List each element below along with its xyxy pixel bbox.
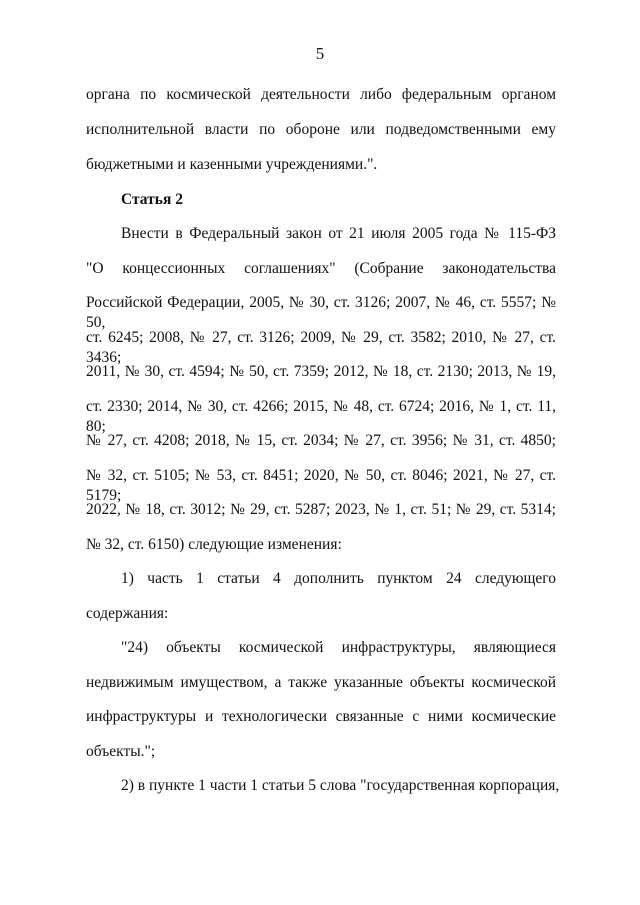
text-line: бюджетными и казенными учреждениями.". xyxy=(86,156,378,173)
text-line: 2022, № 18, ст. 3012; № 29, ст. 5287; 2023, № 1, ст. 51; № 29, ст. 5314; xyxy=(86,501,556,518)
text-line: № 32, ст. 6150) следующие изменения: xyxy=(86,536,342,553)
page-number: 5 xyxy=(315,44,325,63)
quoted-item: "24) объекты космической инфраструктуры, являющиеся xyxy=(121,639,556,656)
text-line: № 27, ст. 4208; 2018, № 15, ст. 2034; № 27, ст. 3956; № 31, ст. 4850; xyxy=(86,432,556,449)
text-line: ст. 2330; 2014, № 30, ст. 4266; 2015, № 48, ст. 6724; 2016, № 1, ст. 11, 80; xyxy=(86,398,556,435)
text-line: ст. 6245; 2008, № 27, ст. 3126; 2009, № 29, ст. 3582; 2010, № 27, ст. 3436; xyxy=(86,329,556,366)
text-line: инфраструктуры и технологически связанные с ними космические xyxy=(86,708,556,725)
text-line: 2011, № 30, ст. 4594; № 50, ст. 7359; 2012, № 18, ст. 2130; 2013, № 19, xyxy=(86,363,556,380)
text-line: объекты."; xyxy=(86,743,156,760)
text-line: Внести в Федеральный закон от 21 июля 2005 года № 115-ФЗ xyxy=(121,225,556,242)
article-heading: Статья 2 xyxy=(121,191,183,208)
text-line: № 32, ст. 5105; № 53, ст. 8451; 2020, № 50, ст. 8046; 2021, № 27, ст. 5179; xyxy=(86,467,556,504)
text-line: органа по космической деятельности либо федеральным органом xyxy=(86,86,556,103)
text-line: исполнительной власти по обороне или подведомственными ему xyxy=(86,121,556,138)
text-line: недвижимым имуществом, а также указанные объекты космической xyxy=(86,674,556,691)
list-item: 1) часть 1 статьи 4 дополнить пунктом 24 следующего xyxy=(121,570,556,587)
text-line: Российской Федерации, 2005, № 30, ст. 3126; 2007, № 46, ст. 5557; № 50, xyxy=(86,294,556,331)
text-line: содержания: xyxy=(86,605,169,622)
text-line: "О концессионных соглашениях" (Собрание законодательства xyxy=(86,260,556,277)
list-item: 2) в пункте 1 части 1 статьи 5 слова "государственная корпорация, xyxy=(121,777,560,794)
